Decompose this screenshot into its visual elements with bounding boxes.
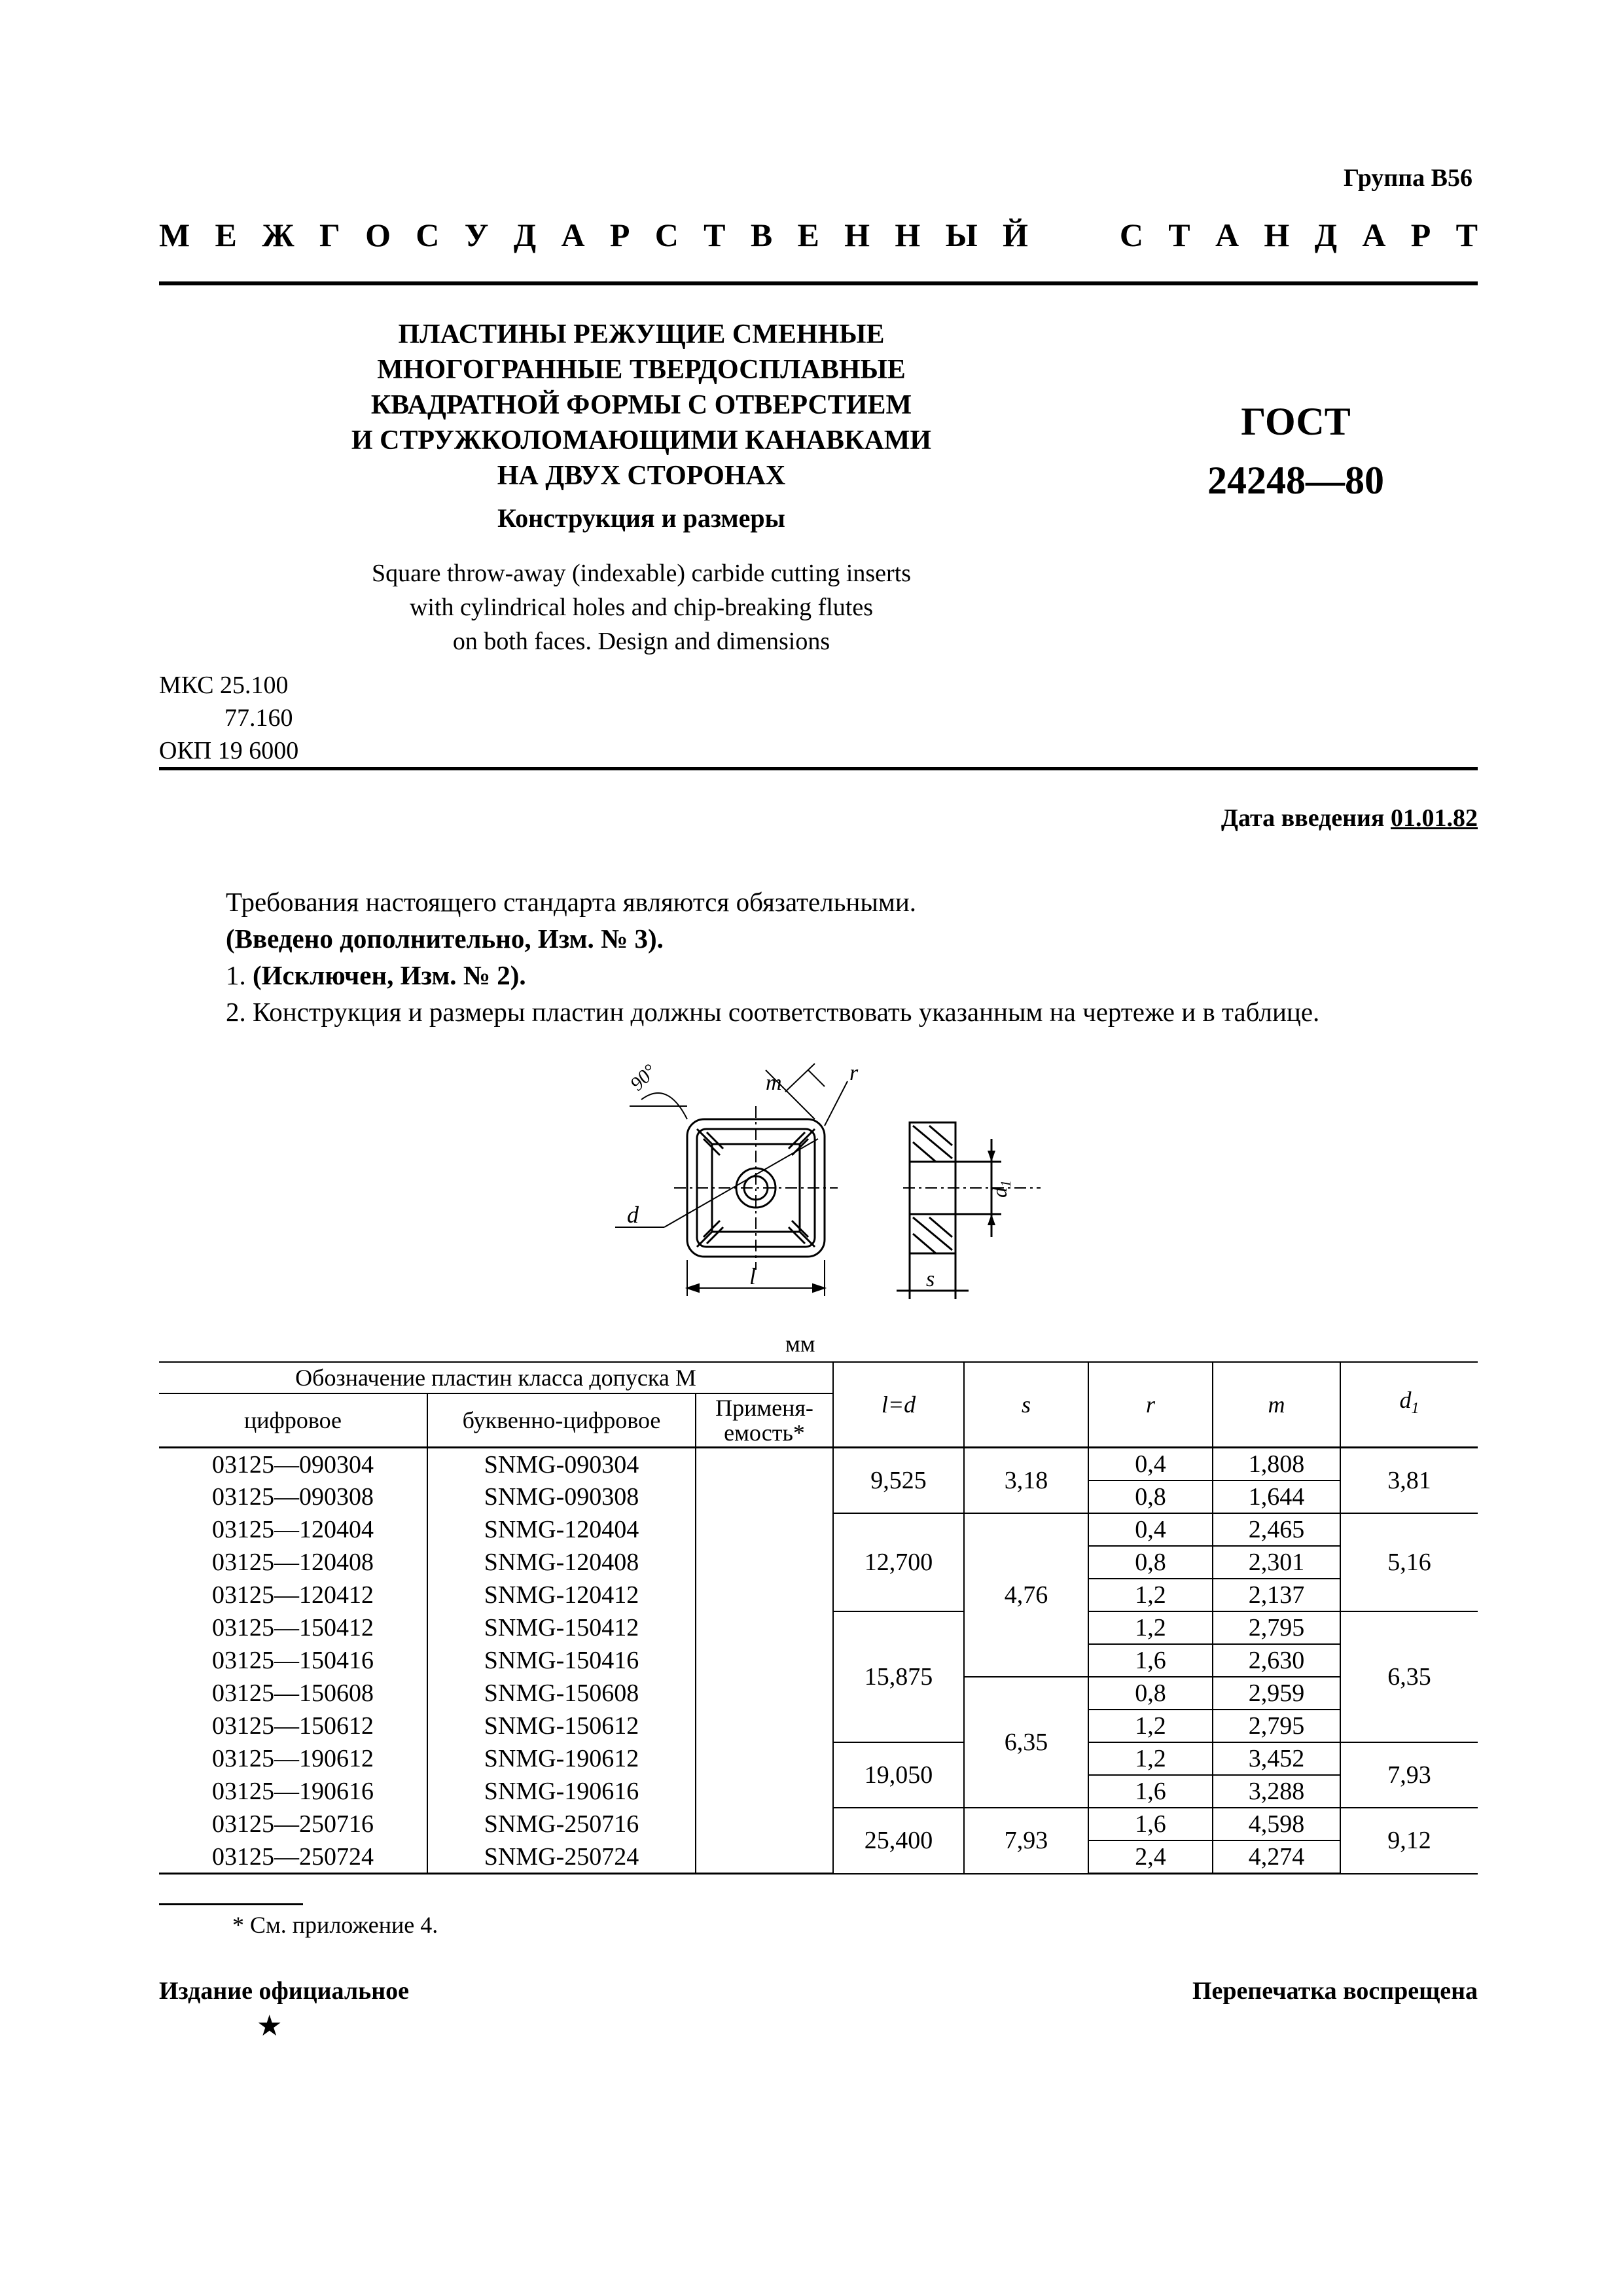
- cell-applicability: [696, 1513, 833, 1546]
- mks-code: МКС 25.100: [159, 672, 289, 699]
- cell-applicability: [696, 1677, 833, 1710]
- cell-digital: 03125—150612: [159, 1710, 427, 1742]
- cell-digital: 03125—250724: [159, 1840, 427, 1874]
- cell-d1: 5,16: [1340, 1513, 1478, 1611]
- heading-letter: С: [654, 217, 679, 253]
- cell-digital: 03125—150608: [159, 1677, 427, 1710]
- table-row: [159, 1677, 1478, 1710]
- header-r: r: [1088, 1362, 1213, 1448]
- cell-digital: 03125—190616: [159, 1775, 427, 1808]
- heading-letter: Е: [797, 217, 819, 253]
- r-label: r: [849, 1061, 859, 1085]
- date-value: 01.01.82: [1391, 804, 1478, 832]
- l-label: l: [749, 1263, 757, 1289]
- cell-r: 0,8: [1088, 1546, 1213, 1579]
- reprint-notice: Перепечатка воспрещена: [1192, 1977, 1478, 2005]
- top-rule: [159, 281, 1478, 285]
- title-line: НА ДВУХ СТОРОНАХ: [497, 461, 786, 491]
- cell-alnum: SNMG-190616: [427, 1775, 696, 1808]
- heading-letter: Е: [215, 217, 237, 253]
- table-row: [159, 1513, 1478, 1546]
- body-text: [226, 884, 1319, 1030]
- cell-alnum: SNMG-150608: [427, 1677, 696, 1710]
- mks-code-2: 77.160: [224, 704, 293, 732]
- table-row: [159, 1448, 1478, 1481]
- heading-letter: Т: [1455, 217, 1478, 253]
- cell-m: 3,452: [1213, 1742, 1340, 1775]
- table-row: [159, 1546, 1478, 1579]
- heading-letter: Р: [1410, 217, 1431, 253]
- heading-letter: А: [1362, 217, 1386, 253]
- cell-ld: 12,700: [833, 1513, 964, 1611]
- heading-letter: Г: [319, 217, 340, 253]
- cell-digital: 03125—190612: [159, 1742, 427, 1775]
- heading-letter: Й: [1003, 217, 1028, 253]
- group-code: Группа В56: [1343, 164, 1472, 192]
- cell-r: 0,4: [1088, 1513, 1213, 1546]
- cell-alnum: SNMG-120404: [427, 1513, 696, 1546]
- paragraph: [226, 957, 1319, 994]
- cell-applicability: [696, 1742, 833, 1775]
- s-label: s: [926, 1267, 935, 1291]
- heading-letter: С: [416, 217, 440, 253]
- title-line: И СТРУЖКОЛОМАЮЩИМИ КАНАВКАМИ: [351, 425, 932, 456]
- cell-alnum: SNMG-250724: [427, 1840, 696, 1874]
- english-title-line: on both faces. Design and dimensions: [452, 628, 830, 655]
- footnote-rule: [159, 1903, 303, 1905]
- heading-letter: А: [1215, 217, 1240, 253]
- cell-d1: 3,81: [1340, 1448, 1478, 1514]
- cell-s: 6,35: [964, 1677, 1088, 1808]
- cell-m: 2,959: [1213, 1677, 1340, 1710]
- cell-alnum: SNMG-120412: [427, 1579, 696, 1611]
- angle-label: 90°: [626, 1060, 661, 1095]
- table-row: [159, 1480, 1478, 1513]
- heading-letter: В: [750, 217, 773, 253]
- cell-digital: 03125—120404: [159, 1513, 427, 1546]
- table-row: [159, 1611, 1478, 1644]
- table-row: [159, 1775, 1478, 1808]
- table-row: [159, 1742, 1478, 1775]
- header-digital: цифровое: [159, 1393, 427, 1448]
- heading-letter: Д: [1314, 217, 1338, 253]
- header-m: m: [1213, 1362, 1340, 1448]
- heading-letter: Р: [609, 217, 630, 253]
- effective-date: [1221, 804, 1478, 833]
- footnote: * См. приложение 4.: [232, 1912, 438, 1938]
- cell-alnum: SNMG-090304: [427, 1448, 696, 1481]
- cell-m: 2,137: [1213, 1579, 1340, 1611]
- heading-letter: М: [159, 217, 190, 253]
- cell-ld: 9,525: [833, 1448, 964, 1514]
- cell-digital: 03125—150416: [159, 1644, 427, 1677]
- cell-digital: 03125—120412: [159, 1579, 427, 1611]
- cell-applicability: [696, 1644, 833, 1677]
- heading-letter: [1053, 216, 1061, 254]
- clause-number: 1.: [226, 960, 246, 990]
- cell-r: 0,8: [1088, 1677, 1213, 1710]
- cell-digital: 03125—120408: [159, 1546, 427, 1579]
- cell-m: 3,288: [1213, 1775, 1340, 1808]
- header-s: s: [964, 1362, 1088, 1448]
- table-row: [159, 1840, 1478, 1874]
- cell-digital: 03125—090308: [159, 1480, 427, 1513]
- gost-label: ГОСТ: [1241, 400, 1351, 443]
- cell-m: 2,795: [1213, 1611, 1340, 1644]
- header-d1: $d_1$: [1340, 1362, 1478, 1448]
- cell-alnum: SNMG-150412: [427, 1611, 696, 1644]
- cell-r: 1,6: [1088, 1775, 1213, 1808]
- english-title-line: with cylindrical holes and chip-breaking flutes: [409, 594, 874, 621]
- english-title: [262, 556, 1021, 658]
- cell-r: 0,4: [1088, 1448, 1213, 1481]
- heading-letter: Ж: [262, 217, 294, 253]
- cell-ld: 15,875: [833, 1611, 964, 1742]
- heading-letter: У: [464, 217, 489, 253]
- edition-label: Издание официальное: [159, 1977, 410, 2005]
- heading-letter: Н: [1264, 217, 1290, 253]
- cell-m: 1,644: [1213, 1480, 1340, 1513]
- table-row: [159, 1710, 1478, 1742]
- cell-digital: 03125—250716: [159, 1808, 427, 1840]
- cell-applicability: [696, 1579, 833, 1611]
- heading-letter: Д: [513, 217, 537, 253]
- table-row: [159, 1808, 1478, 1840]
- title-line: ПЛАСТИНЫ РЕЖУЩИЕ СМЕННЫЕ: [398, 319, 885, 350]
- cell-d1: 6,35: [1340, 1611, 1478, 1742]
- cell-d1: 7,93: [1340, 1742, 1478, 1808]
- classification-codes: [159, 669, 298, 767]
- cell-r: 1,2: [1088, 1742, 1213, 1775]
- okp-code: ОКП 19 6000: [159, 737, 299, 764]
- cell-r: 1,2: [1088, 1710, 1213, 1742]
- cell-applicability: [696, 1840, 833, 1874]
- heading-letter: А: [561, 217, 585, 253]
- document-title: [262, 317, 1021, 493]
- cell-r: 1,2: [1088, 1611, 1213, 1644]
- title-line: КВАДРАТНОЙ ФОРМЫ С ОТВЕРСТИЕМ: [370, 390, 912, 420]
- cell-m: 4,274: [1213, 1840, 1340, 1874]
- table-row: [159, 1579, 1478, 1611]
- cell-applicability: [696, 1448, 833, 1481]
- cell-digital: 03125—150412: [159, 1611, 427, 1644]
- cell-alnum: SNMG-190612: [427, 1742, 696, 1775]
- cell-r: 2,4: [1088, 1840, 1213, 1874]
- english-title-line: Square throw-away (indexable) carbide cutting inserts: [371, 560, 912, 587]
- cell-digital: 03125—090304: [159, 1448, 427, 1481]
- date-label: Дата введения: [1221, 804, 1385, 832]
- heading-letter: О: [365, 217, 391, 253]
- paragraph: Требования настоящего стандарта являются обязательными.: [226, 887, 917, 917]
- cell-m: 2,301: [1213, 1546, 1340, 1579]
- cell-s: 7,93: [964, 1808, 1088, 1874]
- cell-alnum: SNMG-120408: [427, 1546, 696, 1579]
- heading-letter: [1086, 216, 1095, 254]
- cell-r: 1,6: [1088, 1644, 1213, 1677]
- d1-label: d1: [988, 1180, 1014, 1198]
- standard-type-heading: [159, 216, 1478, 254]
- star-icon: ★: [257, 2010, 283, 2042]
- mid-rule: [159, 767, 1478, 770]
- table-row: [159, 1644, 1478, 1677]
- d-label: d: [627, 1202, 639, 1228]
- cell-r: 0,8: [1088, 1480, 1213, 1513]
- cell-ld: 19,050: [833, 1742, 964, 1808]
- header-applicability: Применя- емость*: [696, 1393, 833, 1448]
- cell-m: 2,465: [1213, 1513, 1340, 1546]
- heading-letter: Ы: [945, 217, 978, 253]
- heading-letter: Н: [895, 217, 921, 253]
- cell-applicability: [696, 1546, 833, 1579]
- cell-r: 1,6: [1088, 1808, 1213, 1840]
- cell-alnum: SNMG-250716: [427, 1808, 696, 1840]
- cell-s: 4,76: [964, 1513, 1088, 1677]
- cell-applicability: [696, 1480, 833, 1513]
- unit-label: мм: [785, 1331, 815, 1357]
- cell-s: 3,18: [964, 1448, 1088, 1514]
- cell-m: 1,808: [1213, 1448, 1340, 1481]
- cell-applicability: [696, 1775, 833, 1808]
- cell-applicability: [696, 1611, 833, 1644]
- cell-alnum: SNMG-150416: [427, 1644, 696, 1677]
- cell-r: 1,2: [1088, 1579, 1213, 1611]
- header-alnum: буквенно-цифровое: [427, 1393, 696, 1448]
- group-header: Обозначение пластин класса допуска М: [159, 1362, 833, 1393]
- paragraph: (Введено дополнительно, Изм. № 3).: [226, 924, 664, 954]
- m-label: m: [766, 1071, 782, 1095]
- cell-m: 4,598: [1213, 1808, 1340, 1840]
- insert-drawing: [589, 1034, 1073, 1309]
- dimensions-table: [159, 1361, 1478, 1874]
- cell-applicability: [696, 1808, 833, 1840]
- heading-letter: Т: [1168, 217, 1190, 253]
- document-subtitle: Конструкция и размеры: [497, 503, 785, 533]
- heading-letter: С: [1119, 217, 1143, 253]
- heading-letter: Т: [704, 217, 726, 253]
- cell-m: 2,795: [1213, 1710, 1340, 1742]
- cell-alnum: SNMG-150612: [427, 1710, 696, 1742]
- clause-text: (Исключен, Изм. № 2).: [253, 960, 526, 990]
- gost-number: 24248—80: [1207, 459, 1384, 502]
- cell-alnum: SNMG-090308: [427, 1480, 696, 1513]
- heading-letter: Н: [844, 217, 870, 253]
- cell-d1: 9,12: [1340, 1808, 1478, 1874]
- cell-ld: 25,400: [833, 1808, 964, 1874]
- cell-applicability: [696, 1710, 833, 1742]
- cell-m: 2,630: [1213, 1644, 1340, 1677]
- title-line: МНОГОГРАННЫЕ ТВЕРДОСПЛАВНЫЕ: [377, 355, 906, 385]
- header-ld: l=d: [833, 1362, 964, 1448]
- paragraph: 2. Конструкция и размеры пластин должны соответствовать указанным на чертеже и в таблице.: [226, 997, 1320, 1027]
